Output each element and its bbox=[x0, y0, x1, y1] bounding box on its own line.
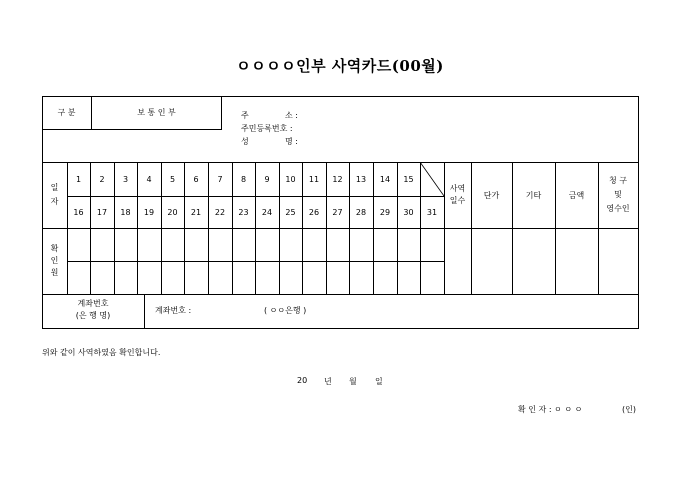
account-field-label: 계좌번호 : bbox=[155, 306, 192, 315]
confirm-label: 확 인 원 bbox=[50, 244, 59, 277]
work-days-header: 사역 일수 bbox=[449, 184, 466, 205]
date-cell: 27 bbox=[332, 207, 343, 217]
date-day-unit: 일 bbox=[375, 377, 383, 386]
date-cell: 16 bbox=[73, 207, 84, 217]
bank-name-placeholder: ( ㅇㅇ은행 ) bbox=[264, 306, 307, 315]
account-label-line1: 계좌번호 bbox=[77, 299, 109, 308]
worker-type: 보 통 인 부 bbox=[137, 108, 176, 117]
date-cell: 1 bbox=[75, 174, 82, 184]
unit-price-header: 단가 bbox=[483, 190, 500, 200]
other-header: 기타 bbox=[525, 190, 542, 200]
date-cell: 14 bbox=[379, 174, 391, 184]
claim-receipt-header: 청 구 및 영수인 bbox=[606, 176, 630, 213]
confirmer-line: 확 인 자 : ㅇ ㅇ ㅇ bbox=[518, 405, 583, 414]
date-cell: 11 bbox=[308, 174, 320, 184]
date-cell: 4 bbox=[146, 174, 152, 184]
date-cell: 7 bbox=[217, 174, 223, 184]
date-cell: 21 bbox=[190, 207, 202, 217]
date-cell: 19 bbox=[143, 207, 155, 217]
document-title: ㅇㅇㅇㅇ인부 사역카드(00월) bbox=[236, 57, 444, 75]
name-label: 성 bbox=[241, 137, 249, 146]
confirmation-statement: 위와 같이 사역하였음 확인합니다. bbox=[42, 348, 161, 357]
date-label: 일 자 bbox=[50, 183, 59, 206]
account-label-line2: (은 행 명) bbox=[75, 311, 111, 320]
date-year-unit: 년 bbox=[324, 377, 332, 386]
date-cell: 9 bbox=[264, 174, 270, 184]
date-cell: 3 bbox=[122, 174, 129, 184]
date-cell: 26 bbox=[308, 207, 320, 217]
date-cell: 5 bbox=[169, 174, 176, 184]
gubun-label: 구 분 bbox=[57, 108, 76, 117]
address-label: 주 bbox=[241, 111, 249, 120]
date-cell: 28 bbox=[355, 207, 367, 217]
address-label-suffix: 소 : bbox=[285, 111, 298, 120]
seal-mark: (인) bbox=[622, 405, 636, 414]
date-cell: 8 bbox=[240, 174, 247, 184]
date-cell: 24 bbox=[261, 207, 273, 217]
name-label-suffix: 명 : bbox=[285, 137, 298, 146]
date-cell: 10 bbox=[285, 174, 296, 184]
date-month-unit: 월 bbox=[349, 377, 357, 386]
diagonal-slash bbox=[420, 162, 445, 196]
date-cell: 29 bbox=[379, 207, 391, 217]
resident-id-label: 주민등록번호 : bbox=[241, 124, 293, 133]
date-cell: 30 bbox=[403, 207, 414, 217]
date-cell: 15 bbox=[403, 174, 414, 184]
account-label bbox=[42, 298, 144, 322]
date-cell: 18 bbox=[120, 207, 131, 217]
amount-header: 금액 bbox=[568, 190, 585, 200]
date-cell: 6 bbox=[193, 174, 199, 184]
date-cell: 17 bbox=[96, 207, 108, 217]
date-cell: 23 bbox=[238, 207, 249, 217]
date-cell: 12 bbox=[332, 174, 343, 184]
date-cell: 13 bbox=[355, 174, 367, 184]
date-cell: 31 bbox=[426, 207, 438, 217]
date-cell: 22 bbox=[214, 207, 226, 217]
date-cell: 20 bbox=[167, 207, 178, 217]
date-cell: 2 bbox=[99, 174, 105, 184]
date-cell: 25 bbox=[285, 207, 296, 217]
date-year: 20 bbox=[297, 376, 308, 385]
